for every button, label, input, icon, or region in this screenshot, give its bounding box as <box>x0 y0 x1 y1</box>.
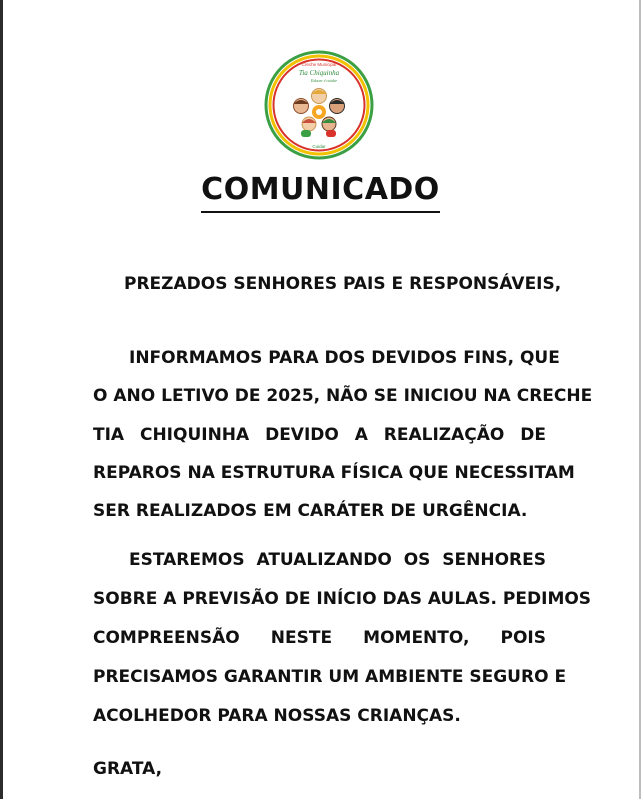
closing-signoff: GRATA, <box>93 759 163 779</box>
scan-edge-left <box>0 0 3 799</box>
logo-sub-text: Educar é cuidar <box>311 78 337 83</box>
paragraph1-line: O ANO LETIVO DE 2025, NÃO SE INICIOU NA CRECHE <box>93 386 593 406</box>
paragraph2-line: ESTAREMOS ATUALIZANDO OS SENHORES <box>129 550 546 570</box>
greeting: PREZADOS SENHORES PAIS E RESPONSÁVEIS, <box>124 274 562 294</box>
school-logo <box>262 50 376 160</box>
school-logo-graphic <box>262 50 376 160</box>
document-title-text: COMUNICADO <box>201 170 440 213</box>
paragraph2-line: COMPREENSÃO NESTE MOMENTO, POIS <box>93 628 546 648</box>
document-title <box>0 170 641 213</box>
logo-name-text: Tia Chiquinha <box>298 69 340 77</box>
paragraph1-line: INFORMAMOS PARA DOS DEVIDOS FINS, QUE <box>129 348 560 368</box>
paragraph1-line: SER REALIZADOS EM CARÁTER DE URGÊNCIA. <box>93 501 528 521</box>
paragraph2-line: ACOLHEDOR PARA NOSSAS CRIANÇAS. <box>93 706 461 726</box>
logo-bottom-text: Cuidar <box>312 144 326 149</box>
paragraph1-line: TIA CHIQUINHA DEVIDO A REALIZAÇÃO DE <box>93 425 546 445</box>
paragraph2-line: SOBRE A PREVISÃO DE INÍCIO DAS AULAS. PEDIMOS <box>93 589 592 609</box>
logo-top-text: Creche Municipal <box>301 62 337 67</box>
paragraph1-line: REPAROS NA ESTRUTURA FÍSICA QUE NECESSITAM <box>93 463 575 483</box>
paragraph2-line: PRECISAMOS GARANTIR UM AMBIENTE SEGURO E <box>93 667 567 687</box>
